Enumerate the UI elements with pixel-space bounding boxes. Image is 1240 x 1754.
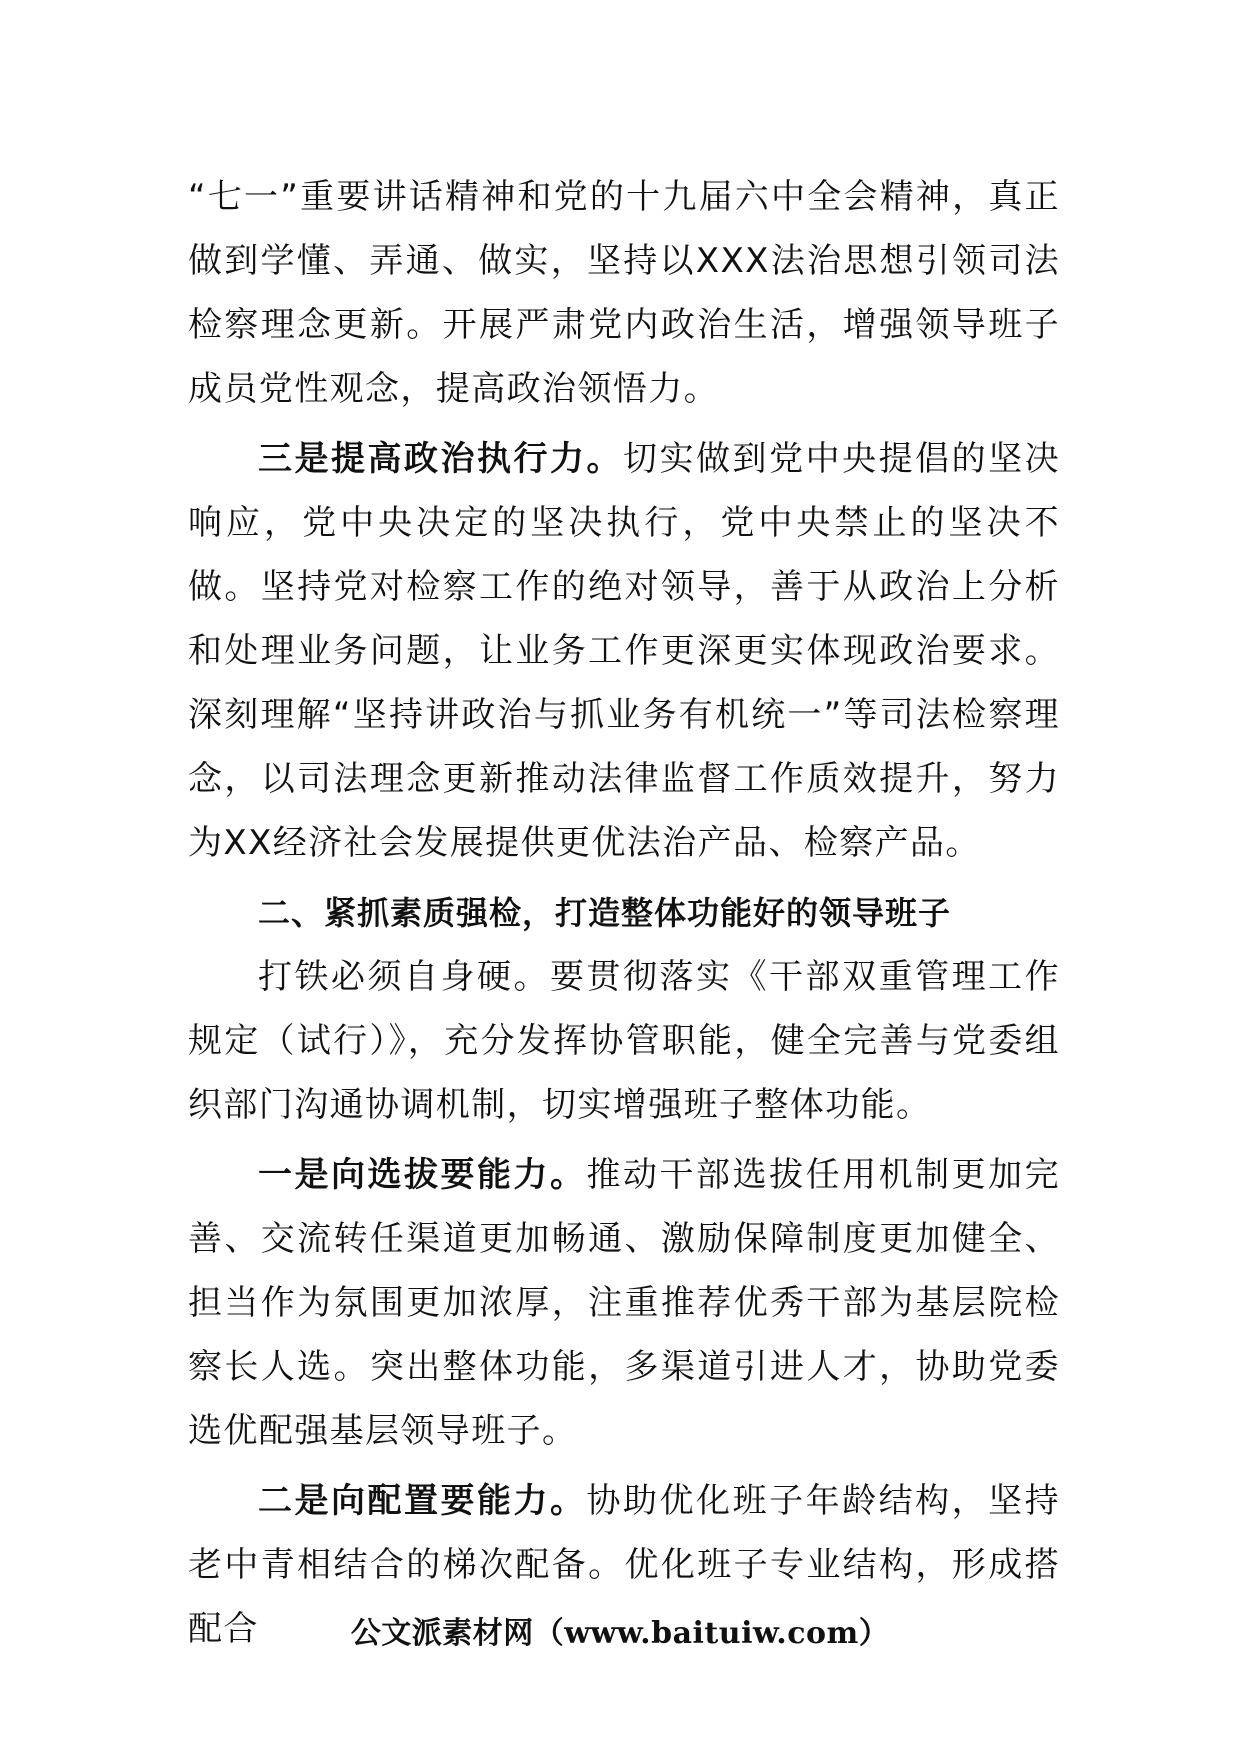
paragraph-lead-text: 一是向选拔要能力。 xyxy=(258,1155,587,1195)
paragraph-section-intro: 打铁必须自身硬。要贯彻落实《干部双重管理工作规定（试行）》，充分发挥协管职能，健全完善与党委组织部门沟通协调机制，切实增强班子整体功能。 xyxy=(188,957,1060,1125)
paragraph-lead-text: 二是向配置要能力。 xyxy=(258,1481,587,1521)
paragraph-selection-capability xyxy=(188,1143,1060,1463)
paragraph-body-text: 推动干部选拔任用机制更加完善、交流转任渠道更加畅通、激励保障制度更加健全、担当作为氛围更加浓厚，注重推荐优秀干部为基层院检察长人选。突出整体功能，多渠道引进人才，协助党委选优配强基层领导班子。 xyxy=(188,1155,1060,1451)
paragraph-lead-text: 三是提高政治执行力。 xyxy=(258,439,624,479)
paragraph-body-text: 协助优化班子年龄结构，坚持老中青相结合的梯次配备。优化班子专业结构，形成搭配合 xyxy=(188,1481,1060,1649)
paragraph-body-text: 切实做到党中央提倡的坚决响应，党中央决定的坚决执行，党中央禁止的坚决不做。坚持党对检察工作的绝对领导，善于从政治上分析和处理业务问题，让业务工作更深更实体现政治要求。深刻理解“坚持讲政治与抓业务有机统一”等司法检察理念，以司法理念更新推动法律监督工作质效提升，努力为XX经济社会发展提供更优法治产品、检察产品。 xyxy=(188,439,1060,863)
section-heading: 二、紧抓素质强检，打造整体功能好的领导班子 xyxy=(258,894,952,932)
paragraph-political-understanding-cont: “七一”重要讲话精神和党的十九届六中全会精神，真正做到学懂、弄通、做实，坚持以XXX法治思想引领司法检察理念更新。开展严肃党内政治生活，增强领导班子成员党性观念，提高政治领悟力。 xyxy=(188,177,1060,409)
paragraph-political-execution xyxy=(188,427,1060,875)
footer-watermark: 公文派素材网（www.baituiw.com） xyxy=(350,1616,890,1651)
document-body xyxy=(188,165,1060,1661)
